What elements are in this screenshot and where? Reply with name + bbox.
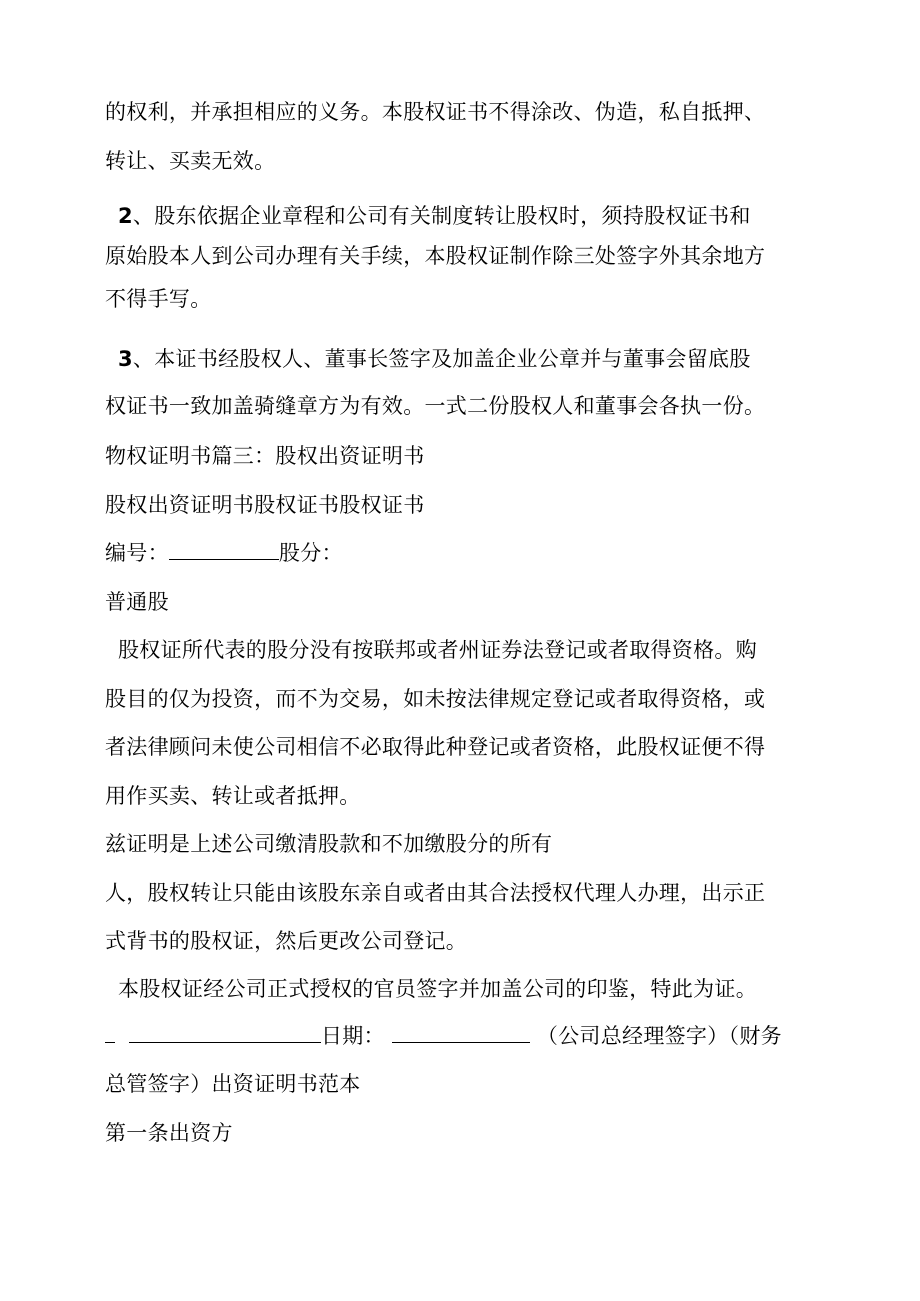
signature-blank — [129, 1022, 321, 1043]
paragraph-line: 股权出资证明书股权证书股权证书 — [105, 493, 425, 517]
paragraph-line: 原始股本人到公司办理有关手续，本股权证制作除三处签字外其余地方 — [105, 244, 766, 268]
paragraph-line: 不得手写。 — [105, 287, 212, 311]
paragraph-line: 本股权证经公司正式授权的官员签字并加盖公司的印鉴，特此为证。 — [118, 977, 757, 1001]
serial-blank — [169, 539, 279, 560]
paragraph-line: 股权证所代表的股分没有按联邦或者州证券法登记或者取得资格。购 — [118, 638, 757, 662]
numbered-item-3 — [118, 345, 751, 373]
paragraph-line: 总管签字）出资证明书范本 — [105, 1072, 361, 1096]
paragraph-line: 用作买卖、转让或者抵押。 — [105, 784, 361, 808]
item-number: 3 — [118, 347, 133, 371]
date-label: 日期： — [320, 1024, 385, 1048]
numbered-item-2 — [118, 202, 751, 230]
section-heading: 物权证明书篇三：股权出资证明书 — [105, 444, 425, 468]
signature-blank — [105, 1022, 115, 1043]
number-shares-line — [105, 539, 343, 567]
paragraph-line: 、本证书经股权人、董事长签字及加盖企业公章并与董事会留底股 — [132, 347, 751, 371]
signature-line — [105, 1022, 782, 1050]
article-heading: 第一条出资方 — [105, 1121, 233, 1145]
paragraph-line: 股目的仅为投资，而不为交易，如未按法律规定登记或者取得资格，或 — [105, 687, 766, 711]
serial-label: 编号： — [105, 541, 169, 565]
date-blank — [392, 1022, 530, 1043]
item-number: 2 — [118, 204, 133, 228]
paragraph-line: 的权利，并承担相应的义务。本股权证书不得涂改、伪造，私自抵押、 — [105, 100, 766, 124]
paragraph-line: 权证书一致加盖骑缝章方为有效。一式二份股权人和董事会各执一份。 — [105, 394, 766, 418]
paragraph-line: 者法律顾问未使公司相信不必取得此种登记或者资格，此股权证便不得 — [105, 735, 766, 759]
signature-caption: （公司总经理签字）（财务 — [536, 1024, 782, 1048]
paragraph-line: 、股东依据企业章程和公司有关制度转让股权时，须持股权证书和 — [132, 204, 751, 228]
paragraph-line: 式背书的股权证，然后更改公司登记。 — [105, 929, 468, 953]
paragraph-line: 兹证明是上述公司缴清股款和不加缴股分的所有 — [105, 832, 553, 856]
paragraph-line: 普通股 — [105, 590, 169, 614]
paragraph-line: 转让、买卖无效。 — [105, 149, 276, 173]
shares-label: 股分： — [278, 541, 343, 565]
paragraph-line: 人，股权转让只能由该股东亲自或者由其合法授权代理人办理，出示正 — [105, 881, 766, 905]
